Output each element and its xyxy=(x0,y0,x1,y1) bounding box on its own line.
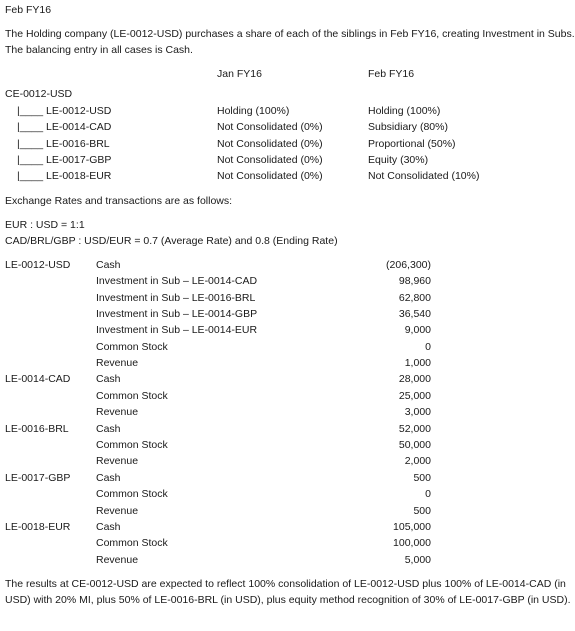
hierarchy-row xyxy=(5,136,571,152)
hierarchy-feb-status: Subsidiary (80%) xyxy=(368,121,448,134)
transaction-account: Cash xyxy=(96,258,121,271)
hierarchy-jan-status: Not Consolidated (0%) xyxy=(217,121,323,134)
transaction-amount: 52,000 xyxy=(398,422,431,435)
transaction-amount: 62,800 xyxy=(398,291,431,304)
transactions-table xyxy=(5,257,571,568)
fx-rate-line-2: CAD/BRL/GBP : USD/EUR = 0.7 (Average Rate) and 0.8 (Ending Rate) xyxy=(5,234,338,247)
transaction-row xyxy=(5,355,571,371)
hierarchy-jan-status: Holding (100%) xyxy=(217,104,290,117)
transaction-row xyxy=(5,535,571,551)
transaction-row xyxy=(5,306,571,322)
transaction-amount: 98,960 xyxy=(398,275,431,288)
column-header-jan: Jan FY16 xyxy=(217,68,262,80)
hierarchy-feb-status: Not Consolidated (10%) xyxy=(368,170,480,183)
transaction-amount: 3,000 xyxy=(404,406,431,419)
transaction-amount: 25,000 xyxy=(398,389,431,402)
hierarchy-entity: |____ LE-0017-GBP xyxy=(17,153,112,166)
transaction-row xyxy=(5,552,571,568)
transaction-entity: LE-0012-USD xyxy=(5,258,71,271)
intro-text-line-1: The Holding company (LE-0012-USD) purchases a share of each of the siblings in Feb FY16, creating Investment in Subs. xyxy=(5,28,575,40)
transaction-row xyxy=(5,388,571,404)
hierarchy-jan-status: Not Consolidated (0%) xyxy=(217,137,323,150)
transaction-row xyxy=(5,257,571,273)
transaction-amount: 0 xyxy=(425,340,431,353)
transaction-amount: 100,000 xyxy=(393,537,431,550)
transaction-account: Investment in Sub – LE-0016-BRL xyxy=(96,291,256,304)
results-text-line-1: The results at CE-0012-USD are expected to reflect 100% consolidation of LE-0012-USD plus 100% of LE-0014-CAD (in xyxy=(5,578,566,591)
transaction-row xyxy=(5,290,571,306)
transaction-account: Cash xyxy=(96,373,121,386)
hierarchy-parent-row xyxy=(5,86,571,102)
transaction-amount: 9,000 xyxy=(404,324,431,337)
hierarchy-jan-status: Not Consolidated (0%) xyxy=(217,170,323,183)
transaction-account: Investment in Sub – LE-0014-GBP xyxy=(96,307,258,320)
transaction-amount: 36,540 xyxy=(398,307,431,320)
transaction-amount: 28,000 xyxy=(398,373,431,386)
hierarchy-entity: |____ LE-0014-CAD xyxy=(17,121,112,134)
hierarchy-row xyxy=(5,168,571,184)
intro-text-line-2: The balancing entry in all cases is Cash. xyxy=(5,44,193,56)
transaction-amount: (206,300) xyxy=(386,258,431,271)
transaction-account: Common Stock xyxy=(96,488,168,501)
transaction-row xyxy=(5,273,571,289)
transaction-row xyxy=(5,404,571,420)
transaction-account: Cash xyxy=(96,520,121,533)
transaction-row xyxy=(5,503,571,519)
transaction-row xyxy=(5,371,571,387)
results-text-line-2: USD) with 20% MI, plus 50% of LE-0016-BRL (in USD), plus equity method recognition of 30% of LE-0017-GBP (in USD). xyxy=(5,594,571,607)
hierarchy-feb-status: Holding (100%) xyxy=(368,104,441,117)
column-header-feb: Feb FY16 xyxy=(368,68,415,80)
fx-rate-line-1: EUR : USD = 1:1 xyxy=(5,218,85,231)
fx-intro-text: Exchange Rates and transactions are as follows: xyxy=(5,194,233,207)
hierarchy-row xyxy=(5,119,571,135)
hierarchy-row xyxy=(5,152,571,168)
transaction-account: Cash xyxy=(96,471,121,484)
hierarchy-jan-status: Not Consolidated (0%) xyxy=(217,153,323,166)
transaction-row xyxy=(5,519,571,535)
transaction-account: Investment in Sub – LE-0014-EUR xyxy=(96,324,258,337)
transaction-row xyxy=(5,486,571,502)
transaction-account: Common Stock xyxy=(96,340,168,353)
transaction-account: Revenue xyxy=(96,455,139,468)
parent-entity: CE-0012-USD xyxy=(5,88,73,101)
transaction-amount: 5,000 xyxy=(404,553,431,566)
consolidation-hierarchy-table xyxy=(5,66,571,185)
transaction-row xyxy=(5,437,571,453)
transaction-account: Investment in Sub – LE-0014-CAD xyxy=(96,275,258,288)
transaction-entity: LE-0014-CAD xyxy=(5,373,71,386)
transaction-row xyxy=(5,322,571,338)
hierarchy-header-row xyxy=(5,66,571,82)
transaction-account: Revenue xyxy=(96,406,139,419)
hierarchy-entity: |____ LE-0012-USD xyxy=(17,104,112,117)
transaction-amount: 105,000 xyxy=(393,520,431,533)
hierarchy-row xyxy=(5,103,571,119)
hierarchy-feb-status: Equity (30%) xyxy=(368,153,429,166)
transaction-account: Common Stock xyxy=(96,537,168,550)
transaction-amount: 50,000 xyxy=(398,439,431,452)
transaction-account: Cash xyxy=(96,422,121,435)
transaction-account: Revenue xyxy=(96,553,139,566)
transaction-row xyxy=(5,453,571,469)
transaction-amount: 500 xyxy=(413,504,431,517)
document-page xyxy=(5,2,575,608)
hierarchy-feb-status: Proportional (50%) xyxy=(368,137,456,150)
transaction-row xyxy=(5,339,571,355)
transaction-row xyxy=(5,421,571,437)
transaction-account: Common Stock xyxy=(96,439,168,452)
transaction-entity: LE-0016-BRL xyxy=(5,422,69,435)
transaction-amount: 0 xyxy=(425,488,431,501)
transaction-amount: 2,000 xyxy=(404,455,431,468)
transaction-entity: LE-0017-GBP xyxy=(5,471,71,484)
transaction-amount: 1,000 xyxy=(404,357,431,370)
transaction-row xyxy=(5,470,571,486)
transaction-entity: LE-0018-EUR xyxy=(5,520,71,533)
transaction-account: Revenue xyxy=(96,504,139,517)
transaction-account: Revenue xyxy=(96,357,139,370)
hierarchy-entity: |____ LE-0016-BRL xyxy=(17,137,110,150)
section-heading: Feb FY16 xyxy=(5,4,52,16)
transaction-account: Common Stock xyxy=(96,389,168,402)
hierarchy-entity: |____ LE-0018-EUR xyxy=(17,170,112,183)
transaction-amount: 500 xyxy=(413,471,431,484)
